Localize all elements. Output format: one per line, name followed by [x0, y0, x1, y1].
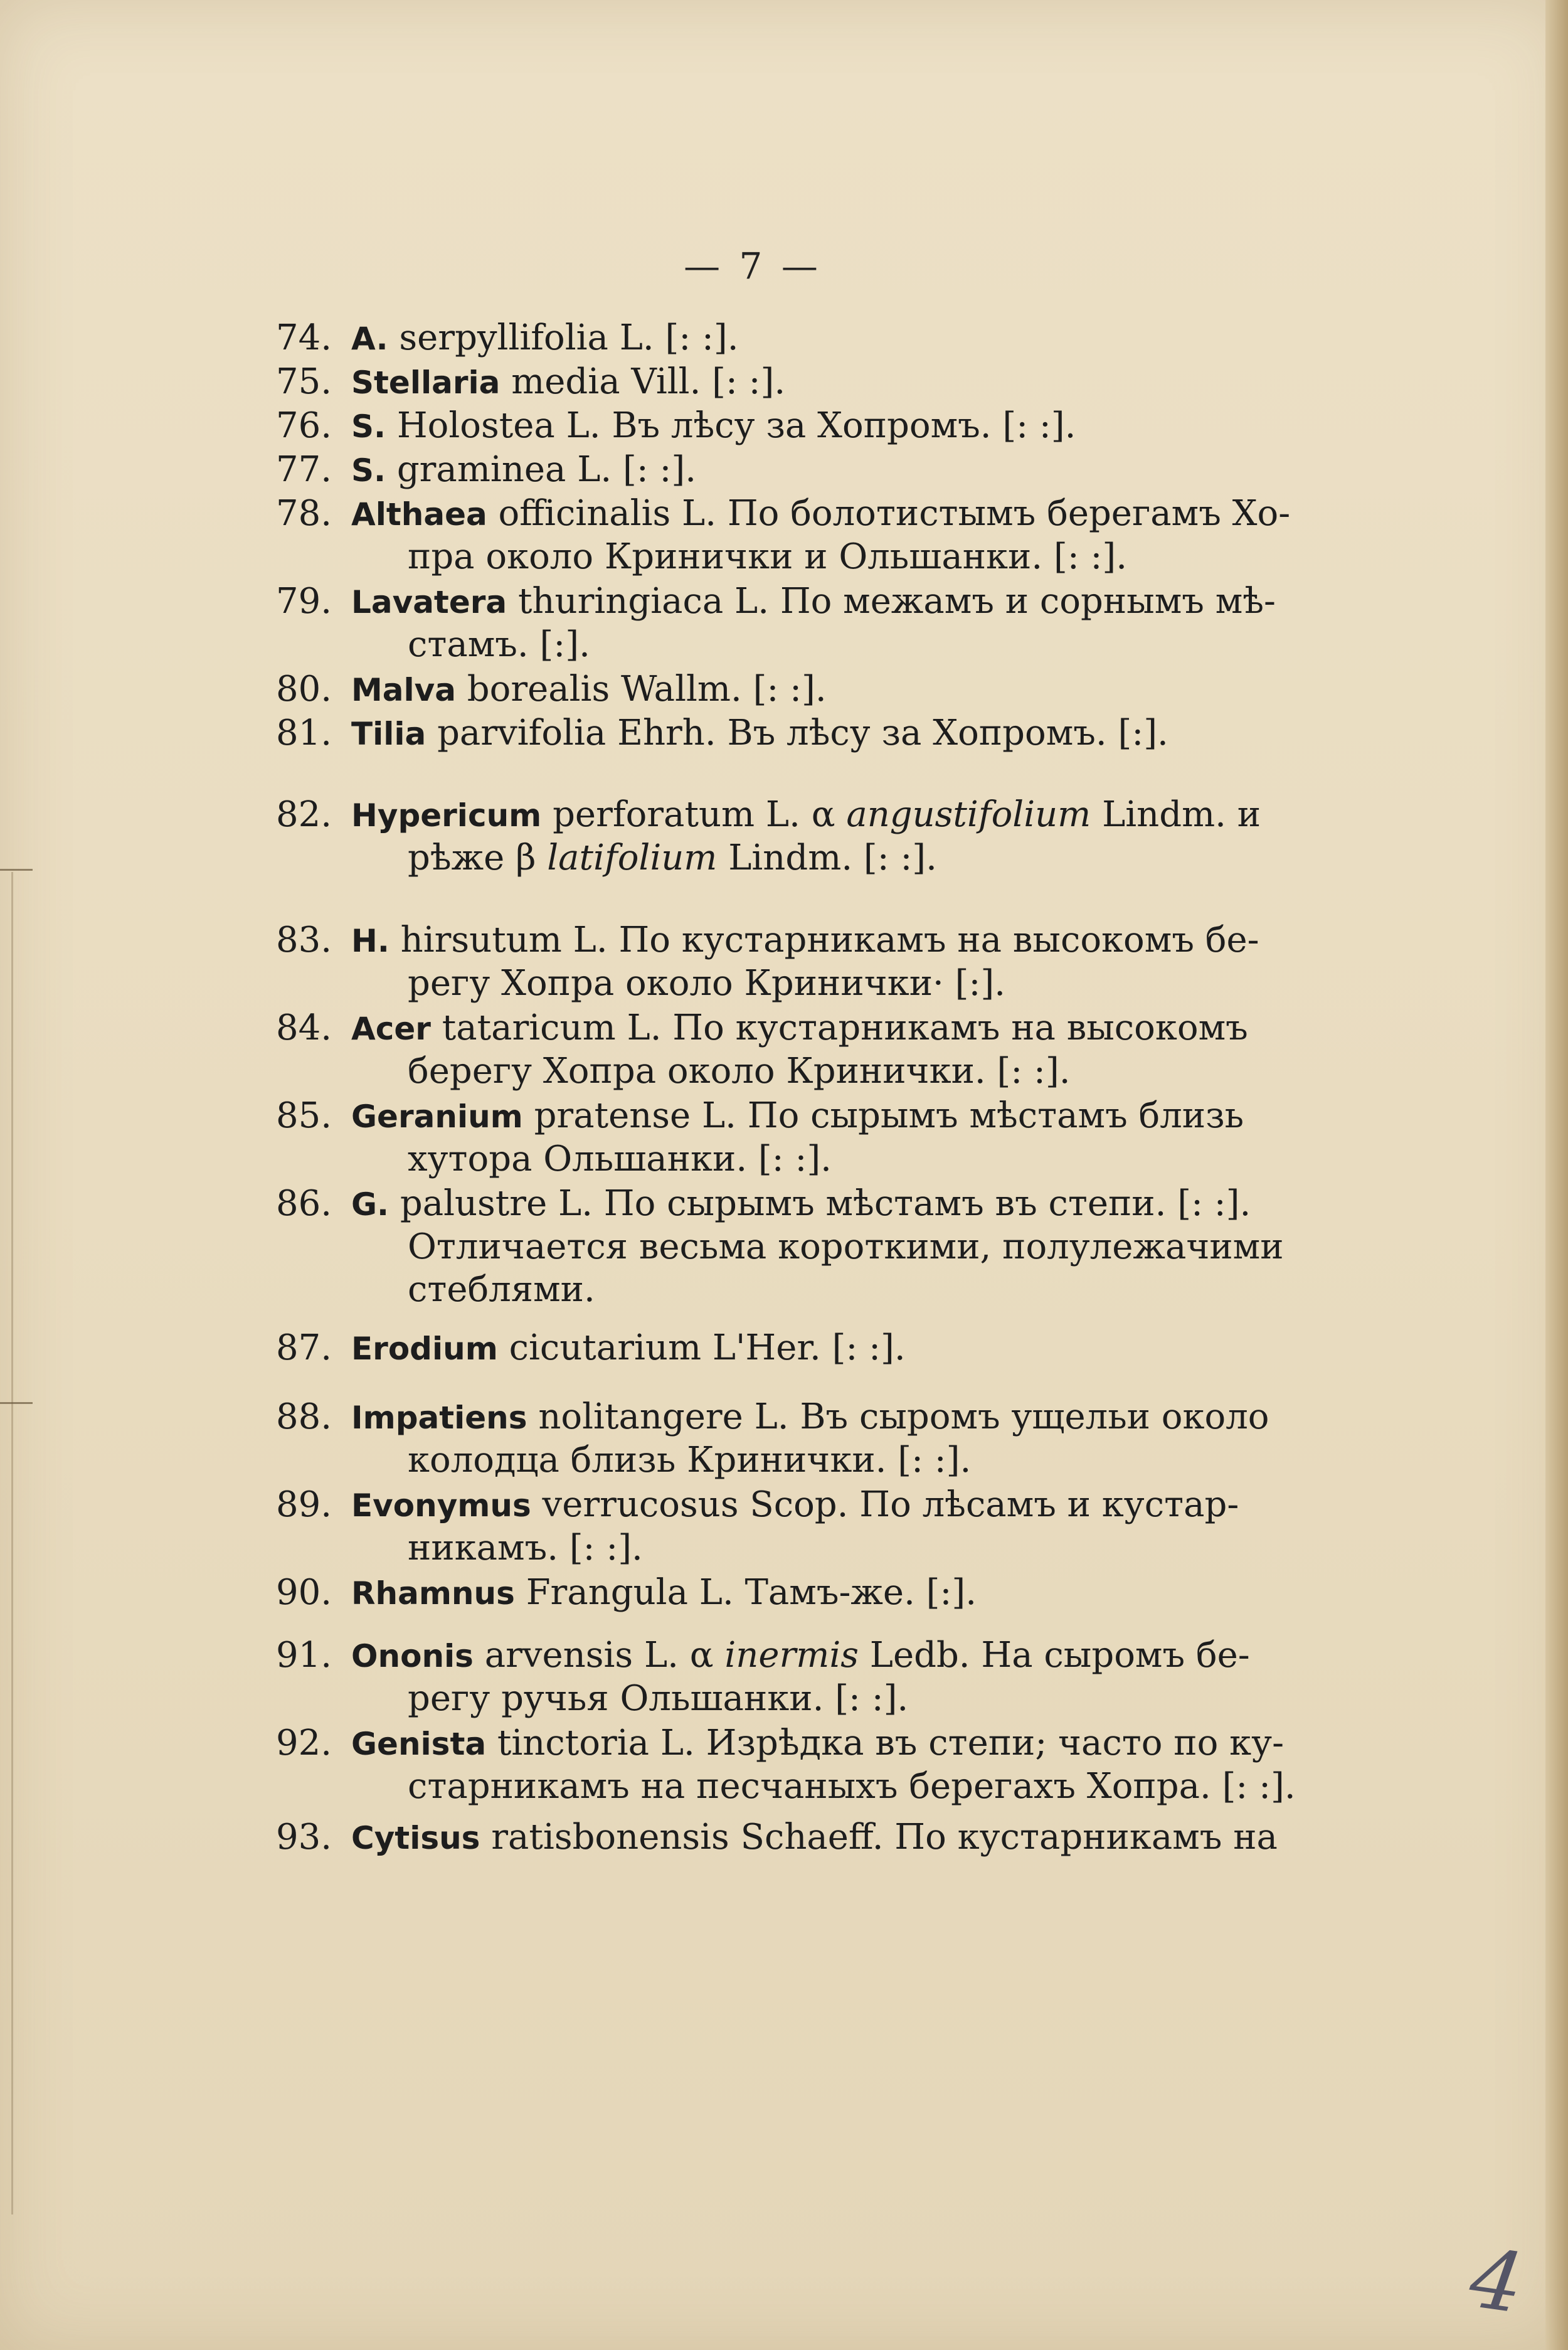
- genus-name: Geranium: [351, 1098, 523, 1135]
- entry-text: borealis Wallm. [: :].: [455, 669, 827, 710]
- genus-name: Ononis: [351, 1638, 474, 1674]
- species-entry: [276, 580, 1276, 666]
- entry-number: 82.: [276, 794, 332, 835]
- entry-text: рѣже β: [408, 837, 536, 878]
- genus-name: Lavatera: [351, 584, 507, 620]
- entry-text: Lindm.: [1091, 794, 1237, 835]
- entry-number: 86.: [276, 1183, 332, 1224]
- entry-text: palustre L. По сырымъ мѣстамъ въ степи. [: :].: [389, 1183, 1251, 1224]
- genus-name: Malva: [351, 672, 456, 708]
- entry-line: пра около Кринички и Ольшанки. [: :].: [408, 536, 1128, 577]
- species-entry: [276, 712, 1168, 755]
- entry-number: 76.: [276, 405, 332, 446]
- entry-text: media Vill. [: :].: [500, 361, 786, 402]
- entry-number: 89.: [276, 1484, 332, 1525]
- genus-name: Erodium: [351, 1331, 498, 1367]
- entry-number: 90.: [276, 1572, 332, 1613]
- entry-line: колодца близь Кринички. [: :].: [408, 1440, 972, 1481]
- genus-name: G.: [351, 1186, 389, 1223]
- entry-line: [276, 712, 1168, 755]
- species-entry: [276, 449, 696, 492]
- entry-text: pratense L. По сырымъ мѣстамъ близь: [522, 1095, 1244, 1136]
- entry-line: [276, 361, 785, 404]
- entry-text: hirsutum L. По кустарникамъ на высокомъ бе-: [389, 920, 1259, 960]
- entry-number: 84.: [276, 1008, 332, 1048]
- entry-line: [276, 449, 696, 492]
- entry-line: никамъ. [: :].: [408, 1528, 643, 1568]
- species-entry: [276, 1484, 1239, 1570]
- entry-line: [276, 1396, 1269, 1439]
- entry-text: parvifolia Ehrh. Въ лѣсу за Хопромъ. [:].: [426, 713, 1168, 753]
- species-entry: [276, 317, 739, 360]
- species-entry: [276, 1634, 1250, 1720]
- entry-line: [276, 1183, 1284, 1226]
- entry-line: [276, 1484, 1239, 1527]
- entry-number: 81.: [276, 713, 332, 753]
- entry-line: стамъ. [:].: [408, 624, 590, 665]
- genus-name: Hypericum: [351, 797, 542, 834]
- entry-number: 87.: [276, 1327, 332, 1368]
- entry-text: Ledb. На сыромъ бе-: [858, 1635, 1250, 1676]
- entry-line: [276, 1571, 977, 1615]
- species-entry: [276, 794, 1261, 880]
- species-entry: [276, 668, 827, 711]
- species-entry: [276, 1571, 977, 1615]
- entry-text: verrucosus Scop. По лѣсамъ и кустар-: [531, 1484, 1239, 1525]
- entry-text: Lindm. [: :].: [717, 837, 937, 878]
- entry-text: officinalis L. По болотистымъ берегамъ Хо-: [487, 493, 1291, 534]
- entry-line: [276, 1007, 1248, 1050]
- entry-line: [276, 580, 1276, 624]
- entry-number: 80.: [276, 669, 332, 710]
- entry-number: 91.: [276, 1635, 332, 1676]
- entry-line: регу Хопра около Кринички· [:].: [408, 963, 1006, 1004]
- page-number: — 7 —: [684, 245, 822, 287]
- genus-name: Genista: [351, 1726, 487, 1762]
- genus-name: Cytisus: [351, 1820, 480, 1856]
- entry-number: 78.: [276, 493, 332, 534]
- genus-name: Rhamnus: [351, 1575, 515, 1612]
- entry-number: 79.: [276, 581, 332, 622]
- entry-text: arvensis L. α: [473, 1635, 714, 1676]
- entry-text: thuringiaca L. По межамъ и сорнымъ мѣ-: [507, 581, 1276, 622]
- entry-text: nolitangere L. Въ сыромъ ущельи около: [527, 1396, 1269, 1437]
- entry-text: graminea L. [: :].: [386, 449, 697, 490]
- genus-name: A.: [351, 321, 388, 357]
- entry-line: [276, 1816, 1278, 1859]
- entry-number: 75.: [276, 361, 332, 402]
- entry-text: Holostea L. Въ лѣсу за Хопромъ. [: :].: [386, 405, 1076, 446]
- entry-text: tinctoria L. Изрѣдка въ степи; часто по ку-: [486, 1723, 1285, 1763]
- page-spine-edge: [1545, 0, 1568, 2350]
- species-entry: [276, 405, 1076, 448]
- entry-line: [276, 405, 1076, 448]
- entry-text: perforatum L. α: [541, 794, 835, 835]
- variety-name: angustifolium: [835, 794, 1091, 835]
- species-entry: [276, 1327, 906, 1370]
- genus-name: Impatiens: [351, 1400, 527, 1436]
- entry-number: 85.: [276, 1095, 332, 1136]
- page-fold-line: [0, 872, 13, 2214]
- entry-line: [276, 919, 1259, 962]
- species-entry: [276, 1095, 1244, 1181]
- species-entry: [276, 1007, 1248, 1093]
- variety-name: inermis: [713, 1635, 859, 1676]
- entry-text: tataricum L. По кустарникамъ на высокомъ: [430, 1008, 1248, 1048]
- handwritten-folio-number: 4: [1464, 2230, 1529, 2332]
- genus-name: Stellaria: [351, 364, 501, 401]
- species-entry: [276, 919, 1259, 1005]
- entry-line: стеблями.: [408, 1269, 595, 1310]
- entry-number: 88.: [276, 1396, 332, 1437]
- variety-name: latifolium: [536, 837, 718, 878]
- genus-name: Acer: [351, 1011, 431, 1047]
- entry-line: [276, 317, 739, 360]
- entry-line: [276, 492, 1290, 536]
- entry-line: Отличается весьма короткими, полулежачими: [408, 1226, 1284, 1267]
- genus-name: Evonymus: [351, 1487, 531, 1524]
- entry-text: cicutarium L'Her. [: :].: [497, 1327, 906, 1368]
- entry-text: serpyllifolia L. [: :].: [388, 317, 739, 358]
- entry-line: [276, 668, 827, 711]
- entry-line: регу ручья Ольшанки. [: :].: [408, 1678, 909, 1719]
- entry-line: старникамъ на песчаныхъ берегахъ Хопра. [: :].: [408, 1766, 1296, 1807]
- entry-text: ratisbonensis Schaeff. По кустарникамъ на: [480, 1817, 1278, 1858]
- entry-number: 77.: [276, 449, 332, 490]
- entry-line: [276, 794, 1261, 837]
- entry-number: 74.: [276, 317, 332, 358]
- genus-name: H.: [351, 923, 389, 959]
- genus-name: S.: [351, 452, 386, 489]
- genus-name: S.: [351, 408, 386, 445]
- entry-text: и: [1237, 794, 1261, 835]
- species-entry: [276, 1396, 1269, 1482]
- entry-line: хутора Ольшанки. [: :].: [408, 1139, 832, 1179]
- margin-tick: [0, 869, 33, 871]
- species-entry: [276, 1722, 1296, 1808]
- entry-number: 92.: [276, 1723, 332, 1763]
- margin-tick: [0, 1402, 33, 1404]
- entry-number: 83.: [276, 920, 332, 960]
- entry-line: [276, 837, 1261, 880]
- species-entry: [276, 1183, 1284, 1311]
- genus-name: Tilia: [351, 716, 426, 752]
- entry-number: 93.: [276, 1817, 332, 1858]
- entry-line: [276, 1327, 906, 1370]
- species-entry: [276, 492, 1290, 578]
- genus-name: Althaea: [351, 496, 487, 533]
- species-entry: [276, 361, 785, 404]
- entry-line: берегу Хопра около Кринички. [: :].: [408, 1051, 1071, 1092]
- species-entry: [276, 1816, 1278, 1859]
- entry-line: [276, 1095, 1244, 1138]
- entry-line: [276, 1634, 1250, 1677]
- entry-text: Frangula L. Тамъ-же. [:].: [514, 1572, 977, 1613]
- entry-line: [276, 1722, 1296, 1765]
